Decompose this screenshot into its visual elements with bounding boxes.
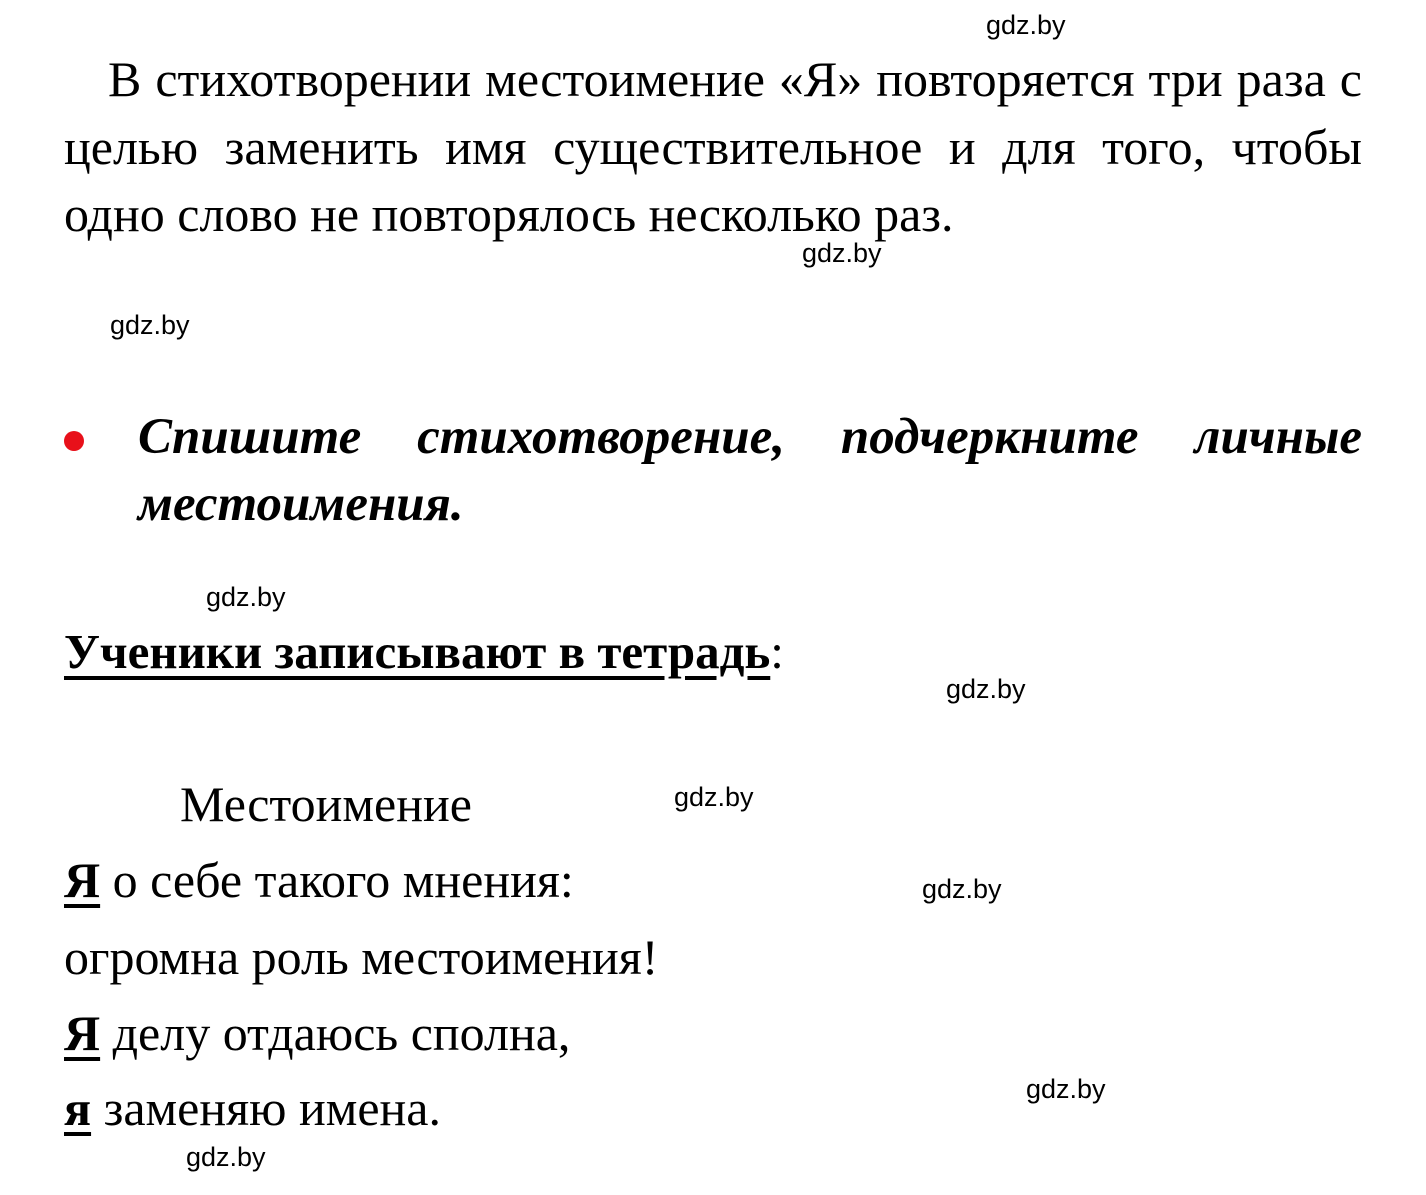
- poem-line-text: о себе такого мнения:: [100, 852, 574, 908]
- poem-line-text: огромна роль местоимения!: [64, 929, 659, 985]
- notebook-heading: [64, 620, 784, 684]
- watermark: gdz.by: [922, 874, 1002, 904]
- poem-line-text: заменяю имена.: [91, 1080, 441, 1136]
- poem-line-4: [64, 1076, 441, 1140]
- poem-line-pronoun: Я: [64, 1005, 101, 1061]
- notebook-heading-title: Ученики записывают в тетрадь: [64, 624, 771, 679]
- watermark: gdz.by: [1026, 1074, 1106, 1104]
- task-text: Спишите стихотворение, подчеркните личные местоимения.: [138, 409, 1362, 532]
- poem-line-3: [64, 1001, 570, 1065]
- poem-line-1: [64, 848, 574, 912]
- poem-line-pronoun: Я: [64, 852, 101, 908]
- watermark: gdz.by: [986, 10, 1066, 40]
- watermark: gdz.by: [946, 674, 1026, 704]
- watermark: gdz.by: [186, 1142, 266, 1172]
- notebook-heading-colon: :: [770, 624, 784, 679]
- watermark: gdz.by: [674, 782, 754, 812]
- poem-line-text: делу отдаюсь сполна,: [100, 1005, 571, 1061]
- watermark: gdz.by: [206, 582, 286, 612]
- watermark: gdz.by: [802, 238, 882, 268]
- poem-title: Местоимение: [180, 776, 472, 832]
- intro-paragraph: В стихотворении местоимение «Я» повторяется три раза с целью заменить имя существительное и для того, чтобы одно слово не повторялось несколько раз.: [64, 51, 1362, 242]
- watermark: gdz.by: [110, 310, 190, 340]
- red-bullet-icon: [64, 431, 84, 451]
- poem-line-pronoun: я: [64, 1080, 92, 1136]
- task-instruction: [64, 404, 1362, 538]
- poem-line-2: [64, 925, 658, 989]
